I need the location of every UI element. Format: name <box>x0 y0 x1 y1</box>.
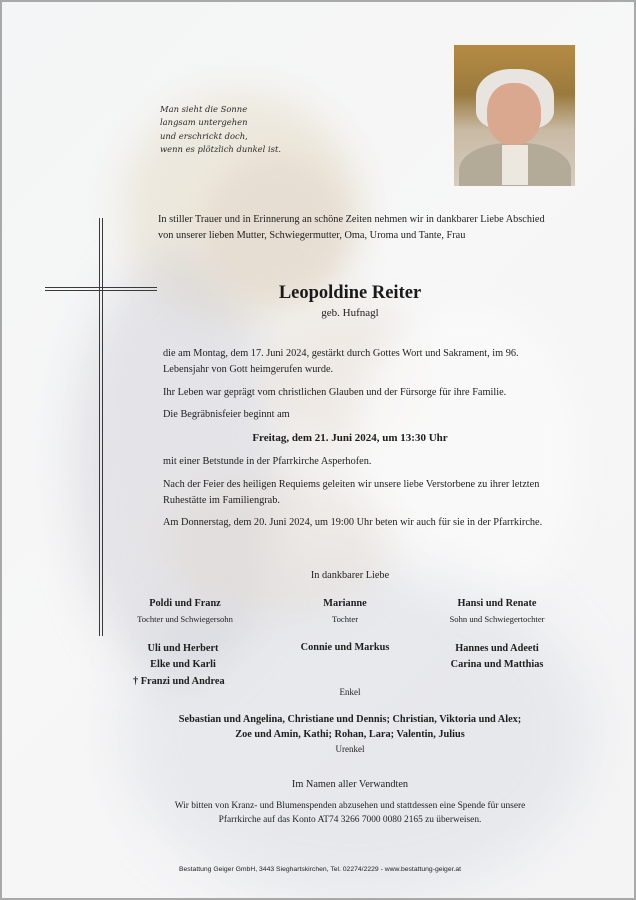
great-grandchildren-line-1: Sebastian und Angelina, Christiane und Dennis; Christian, Viktoria und Alex; <box>178 714 522 725</box>
family-name: Poldi und Franz <box>149 598 221 609</box>
family-name: Carina und Matthias <box>450 659 544 670</box>
grandchildren-label: Enkel <box>339 687 361 697</box>
donation-line-1: Wir bitten von Kranz- und Blumenspenden abzusehen und stattdessen eine Spende für unsere <box>174 801 526 811</box>
footer: Bestattung Geiger GmbH, 3443 Sieghartskirchen, Tel. 02274/2229 - www.bestattung-geiger.at <box>178 866 462 873</box>
grandchildren-group-1 <box>108 641 258 690</box>
prayer-text: mit einer Betstunde in der Pfarrkirche Asperhofen. <box>163 456 372 467</box>
life-text: Ihr Leben war geprägt vom christlichen Glauben und der Fürsorge für ihre Familie. <box>163 387 507 398</box>
family-name: † Franzi und Andrea <box>133 676 225 687</box>
dankbar-heading: In dankbarer Liebe <box>310 570 390 581</box>
death-text: die am Montag, dem 17. Juni 2024, gestärkt durch Gottes Wort und Sakrament, im 96. Lebensjahr von Gott heimgerufen wurde. <box>163 348 519 375</box>
portrait-photo <box>454 45 575 186</box>
intro-text: In stiller Trauer und in Erinnerung an schöne Zeiten nehmen wir in dankbarer Liebe Abschied von unserer lieben Mutter, Schwiegermutter, Oma, Uroma und Tante, Frau <box>158 214 545 241</box>
funeral-intro: Die Begräbnisfeier beginnt am <box>163 409 290 420</box>
grandchildren-group-3 <box>407 641 587 673</box>
family-name: Elke und Karli <box>150 659 216 670</box>
family-children-3 <box>407 597 587 627</box>
family-role: Tochter und Schwiegersohn <box>137 613 233 624</box>
cross-icon-bar <box>45 287 157 288</box>
burial-text: Nach der Feier des heiligen Requiems geleiten wir unsere liebe Verstorbene zu ihrer letzten Ruhestätte im Familiengrab. <box>163 479 540 506</box>
cross-icon <box>99 218 100 636</box>
family-name: Hannes und Adeeti <box>455 643 539 654</box>
funeral-date: Freitag, dem 21. Juni 2024, um 13:30 Uhr <box>252 432 448 444</box>
family-name: Marianne <box>323 598 367 609</box>
maiden-name: geb. Hufnagl <box>321 307 379 319</box>
family-name: Uli und Herbert <box>147 643 219 654</box>
cross-icon-bar2 <box>45 290 157 291</box>
family-role: Sohn und Schwiegertochter <box>449 613 545 624</box>
deceased-name: Leopoldine Reiter <box>278 283 422 303</box>
relatives-text: Im Namen aller Verwandten <box>291 779 409 790</box>
grandchildren-group-2: Connie und Markus <box>300 642 390 653</box>
cross-icon-line <box>102 218 103 636</box>
family-name: Hansi und Renate <box>457 598 537 609</box>
family-children-1 <box>95 597 275 627</box>
family-role: Tochter <box>331 613 359 624</box>
donation-line-2: Pfarrkirche auf das Konto AT74 3266 7000 0080 2165 zu überweisen. <box>218 815 482 825</box>
poem: Man sieht die Sonne langsam untergehen und erschrickt doch, wenn es plötzlich dunkel ist. <box>160 104 281 155</box>
great-grandchildren-label: Urenkel <box>335 744 365 754</box>
evening-prayer-text: Am Donnerstag, dem 20. Juni 2024, um 19:00 Uhr beten wir auch für sie in der Pfarrkirche. <box>163 517 543 528</box>
great-grandchildren-line-2: Zoe und Amin, Kathi; Rohan, Lara; Valentin, Julius <box>235 729 465 740</box>
